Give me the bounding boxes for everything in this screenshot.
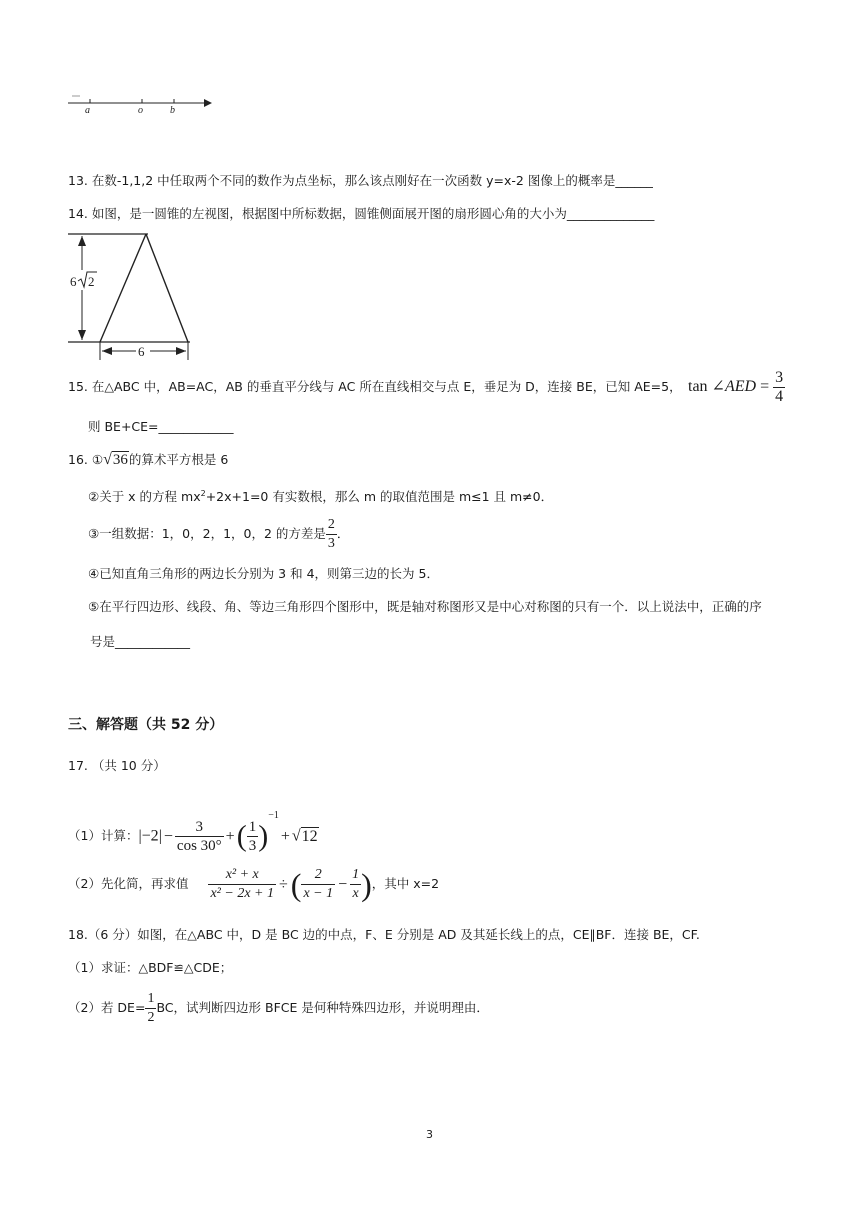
cone-right-side xyxy=(146,234,188,342)
sqrt-36-radicand: 36 xyxy=(112,452,128,468)
fraction-1-over-x xyxy=(350,866,361,903)
plus-sign: + xyxy=(225,827,235,845)
half-denominator: 2 xyxy=(147,1010,155,1025)
question-17-title-text: 17. （共 10 分） xyxy=(68,758,166,773)
question-15 xyxy=(68,378,682,396)
q18-part-1-text: （1）求证：△BDF≌△CDE； xyxy=(68,960,233,975)
frac-b-numerator: 1 xyxy=(350,866,361,885)
cone-side-view-figure xyxy=(66,228,196,364)
height-label: 6 xyxy=(70,274,77,289)
abs-value-content: −2 xyxy=(141,827,159,845)
frac-a-numerator: 2 xyxy=(301,866,335,885)
item-2-superscript: 2 xyxy=(200,489,206,498)
fraction-1-2 xyxy=(145,990,156,1027)
question-18 xyxy=(68,926,700,944)
plus-sign-2: + xyxy=(280,827,290,845)
item-5-answer-line: 号是____________ xyxy=(90,634,191,649)
question-16-item-2 xyxy=(88,485,553,506)
q18-part-2-tail: BC，试判断四边形 BFCE 是何种特殊四边形，并说明理由． xyxy=(156,1000,489,1015)
item-5-text: ⑤在平行四边形、线段、角、等边三角形四个图形中，既是轴对称图形又是中心对称图的只有一个．以上说法中，正确的序 xyxy=(88,599,762,614)
paren-denominator: 3 xyxy=(248,838,257,854)
question-16-number: 16. ① xyxy=(68,452,104,467)
question-15-answer-line: 则 BE+CE=____________ xyxy=(88,419,234,434)
frac-a-denominator: x − 1 xyxy=(303,886,334,901)
fraction-3-4 xyxy=(773,369,785,406)
question-16-item-4 xyxy=(88,565,439,583)
part-2-tail: ，其中 x=2 xyxy=(371,876,440,891)
part-2-label: （2）先化简，再求值 xyxy=(68,876,189,891)
number-line-arrow xyxy=(204,99,212,107)
fraction-simplify xyxy=(208,866,276,903)
height-radicand: 2 xyxy=(88,274,95,289)
question-15-text: 15. 在△ABC 中，AB=AC，AB 的垂直平分线与 AC 所在直线相交与点 E，垂足为 D，连接 BE，已知 AE=5， xyxy=(68,379,682,394)
fraction-3-over-cos30 xyxy=(175,818,224,855)
question-18-part-1 xyxy=(68,959,232,977)
q15-tan-expression xyxy=(688,368,785,406)
question-14 xyxy=(68,205,654,223)
question-16-item-1: 16. ①√36的算术平方根是 6 xyxy=(68,451,229,468)
item-3-denominator: 3 xyxy=(327,536,335,551)
item-3-tail: ． xyxy=(336,526,350,541)
fraction-2-3 xyxy=(326,516,337,553)
equals-sign: = xyxy=(760,378,770,395)
base-label: 6 xyxy=(138,344,145,359)
frac-b-denominator: x xyxy=(352,886,359,901)
simplify-numerator: x² + x xyxy=(208,866,276,885)
item-4-text: ④已知直角三角形的两边长分别为 3 和 4，则第三边的长为 5． xyxy=(88,566,439,581)
question-17-part-2: （2）先化简，再求值 $\frac{\text{x² + x}}{\text{x² − 2x + 1}}$ ÷( $\frac{2}{x - 1}$ − $\frac{1}{x}$ )，其中 x=2 xyxy=(68,866,440,903)
item-2-tail: +2x+1=0 有实数根，那么 m 的取值范围是 m≤1 且 m≠0． xyxy=(205,489,554,505)
question-18-part-2 xyxy=(68,988,489,1028)
section-3-heading xyxy=(68,716,223,734)
tan-label: tan xyxy=(688,378,708,395)
half-numerator: 1 xyxy=(145,990,156,1009)
item-1-tail: 的算术平方根是 6 xyxy=(128,452,229,467)
part-1-label: （1）计算： xyxy=(68,828,139,843)
sqrt-12-radicand: 12 xyxy=(301,827,318,845)
question-16-item-3 xyxy=(88,515,349,553)
label-a: a xyxy=(85,105,90,116)
question-14-text: 14. 如图，是一圆锥的左视图，根据图中所标数据，圆锥侧面展开图的扇形圆心角的大小为______________ xyxy=(68,206,655,221)
divide-sign: ÷ xyxy=(279,875,288,893)
number-line-figure xyxy=(66,92,216,116)
section-3-title: 三、解答题（共 52 分） xyxy=(68,717,224,733)
item-2-text: ②关于 x 的方程 mx xyxy=(88,489,201,505)
simplify-denominator: x² − 2x + 1 xyxy=(210,886,274,901)
cone-left-side xyxy=(100,234,146,342)
question-13-text: 13. 在数-1,1,2 中任取两个不同的数作为点坐标，那么该点刚好在一次函数 y=x-2 图像上的概率是______ xyxy=(68,173,653,188)
question-18-text: 18.（6 分）如图，在△ABC 中，D 是 BC 边的中点，F、E 分别是 AD 及其延长线上的点，CE∥BF．连接 BE，CF. xyxy=(68,927,700,942)
fraction-1-3 xyxy=(247,818,259,855)
label-o: o xyxy=(138,105,143,116)
item-3-text: ③一组数据：1，0，2，1，0，2 的方差是 xyxy=(88,526,326,541)
minus-sign: − xyxy=(163,827,173,845)
q18-part-2-text: （2）若 DE= xyxy=(68,1000,146,1015)
fraction-denominator: 4 xyxy=(775,387,784,405)
question-16-item-5-line2 xyxy=(90,633,190,651)
fraction-numerator: 3 xyxy=(775,368,784,386)
paren-numerator: 1 xyxy=(248,819,257,835)
page-number xyxy=(426,1126,433,1144)
question-16-item-5 xyxy=(88,598,762,616)
minus-sign-2: − xyxy=(338,875,348,893)
exponent: −1 xyxy=(268,810,279,821)
question-17-part-1: （1）计算：|−2| − $\frac{3}{\cos 30^\circ}$ +( $\frac{1}{3}$ )$^{-1}$+ √12 xyxy=(68,810,318,854)
question-17-title xyxy=(68,757,166,775)
question-13 xyxy=(68,172,653,190)
angle-aed: ∠AED xyxy=(711,378,757,395)
fraction-2-over-x-1 xyxy=(301,866,335,903)
question-15-line2 xyxy=(88,418,234,436)
item-3-numerator: 2 xyxy=(326,516,337,535)
cos-fraction-denominator: cos 30° xyxy=(176,838,222,854)
page-number-text: 3 xyxy=(426,1128,433,1141)
cos-fraction-numerator: 3 xyxy=(175,818,224,837)
label-b: b xyxy=(170,105,175,116)
